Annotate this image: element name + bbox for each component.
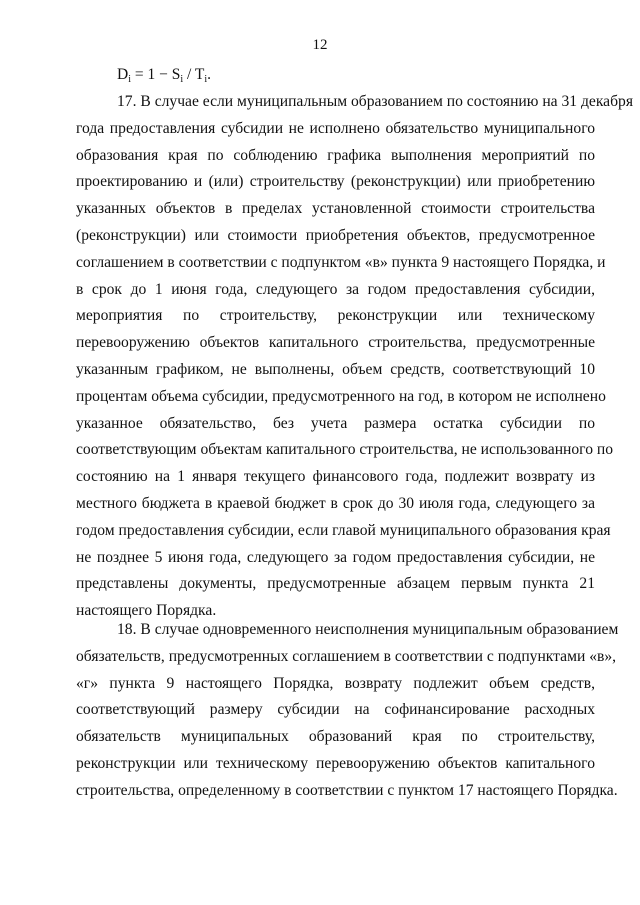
paragraph-line: проектированию и (или) строительству (реконструкции) или приобретению	[76, 173, 595, 191]
paragraph-line: указанное обязательство, без учета размера остатка субсидии по	[76, 414, 595, 432]
paragraph-line: мероприятия по строительству, реконструкции или техническому	[76, 307, 595, 325]
paragraph-line: (реконструкции) или стоимости приобретения объектов, предусмотренное	[76, 226, 595, 244]
paragraph-line: перевооружению объектов капитального строительства, предусмотренные	[76, 334, 595, 352]
paragraph-line: настоящего Порядка.	[76, 602, 217, 620]
paragraph-line: указанных объектов в пределах установленной стоимости строительства	[76, 200, 595, 218]
paragraph-line: соглашением в соответствии с подпунктом «в» пункта 9 настоящего Порядка, и	[76, 253, 606, 271]
formula	[117, 65, 211, 90]
paragraph-line: не позднее 5 июня года, следующего за годом предоставления субсидии, не	[76, 548, 595, 566]
paragraph-line: 17. В случае если муниципальным образованием по состоянию на 31 декабря	[117, 93, 633, 110]
paragraph-line: процентам объема субсидии, предусмотренного на год, в котором не исполнено	[76, 387, 606, 405]
paragraph-line: 18. В случае одновременного неисполнения муниципальным образованием	[117, 621, 619, 638]
paragraph-line: обязательств, предусмотренных соглашением в соответствии с подпунктами «в»,	[76, 647, 617, 665]
paragraph-line: местного бюджета в краевой бюджет в срок до 30 июля года, следующего за	[76, 494, 595, 512]
paragraph-line: указанным графиком, не выполнены, объем средств, соответствующий 10	[76, 360, 595, 378]
formula-end: .	[207, 66, 212, 83]
paragraph-line: состоянию на 1 января текущего финансового года, подлежит возврату из	[76, 468, 595, 486]
paragraph-17	[76, 89, 633, 625]
formula-s-subscript: i	[180, 74, 184, 85]
formula-divide: / T	[183, 66, 205, 83]
paragraph-line: представлены документы, предусмотренные абзацем первым пункта 21	[76, 575, 595, 593]
paragraph-line: в срок до 1 июня года, следующего за годом предоставления субсидии,	[76, 280, 595, 298]
formula-equals: = 1 − S	[130, 66, 181, 83]
paragraph-line: соответствующим объектам капитального строительства, не использованного по	[76, 441, 614, 459]
paragraph-line: реконструкции или техническому перевооружению объектов капитального	[76, 754, 595, 772]
paragraph-18	[76, 617, 619, 805]
paragraph-line: образования края по соблюдению графика выполнения мероприятий по	[76, 146, 595, 164]
paragraph-line: года предоставления субсидии не исполнено обязательство муниципального	[76, 119, 595, 137]
formula-t-subscript: i	[204, 74, 208, 85]
page-number: 12	[312, 37, 328, 53]
formula-lhs: D	[117, 66, 129, 83]
paragraph-line: обязательств муниципальных образований края по строительству,	[76, 728, 595, 746]
paragraph-line: «г» пункта 9 настоящего Порядка, возврату подлежит объем средств,	[76, 674, 595, 692]
paragraph-line: соответствующий размеру субсидии на софинансирование расходных	[76, 701, 595, 719]
paragraph-line: строительства, определенному в соответствии с пунктом 17 настоящего Порядка.	[76, 781, 618, 799]
formula-lhs-subscript: i	[128, 74, 131, 85]
paragraph-line: годом предоставления субсидии, если главой муниципального образования края	[76, 521, 611, 539]
